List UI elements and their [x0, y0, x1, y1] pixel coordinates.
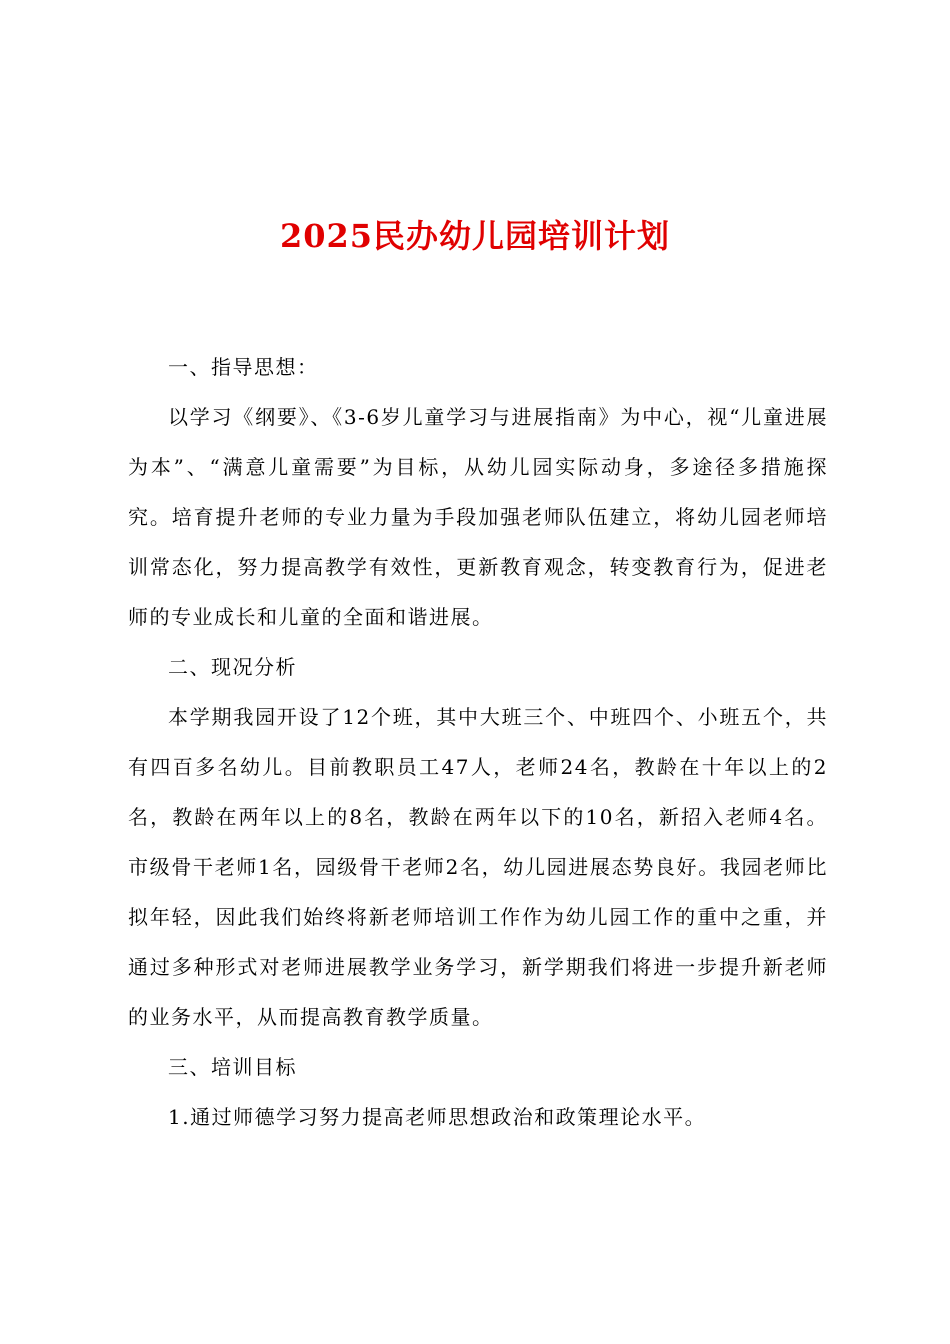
- section-heading-training-goals: 三、培训目标: [168, 1055, 297, 1079]
- paragraph-guiding-ideology: 以学习《纲要》、《3-6岁儿童学习与进展指南》为中心，视“儿童进展为本”、“满意儿童需要”为目标，从幼儿园实际动身，多途径多措施探究。培育提升老师的专业力量为手段加强老师队伍建立，将幼儿园老师培训常态化，努力提高教学有效性，更新教育观念，转变教育行为，促进老师的专业成长和儿童的全面和谐进展。: [128, 405, 828, 629]
- section-heading-guiding-ideology: 一、指导思想：: [168, 355, 319, 379]
- section-heading-current-situation: 二、现况分析: [168, 655, 297, 679]
- list-item-training-goal-1: 1.通过师德学习努力提高老师思想政治和政策理论水平。: [168, 1105, 707, 1129]
- document-title: 2025民办幼儿园培训计划: [279, 217, 671, 255]
- paragraph-current-situation: 本学期我园开设了12个班，其中大班三个、中班四个、小班五个，共有四百多名幼儿。目前教职员工47人，老师24名，教龄在十年以上的2名，教龄在两年以上的8名，教龄在两年以下的10名，新招入老师4名。市级骨干老师1名，园级骨干老师2名，幼儿园进展态势良好。我园老师比拟年轻，因此我们始终将新老师培训工作作为幼儿园工作的重中之重，并通过多种形式对老师进展教学业务学习，新学期我们将进一步提升新老师的业务水平，从而提高教育教学质量。: [128, 705, 828, 1029]
- document-body: [128, 342, 828, 1142]
